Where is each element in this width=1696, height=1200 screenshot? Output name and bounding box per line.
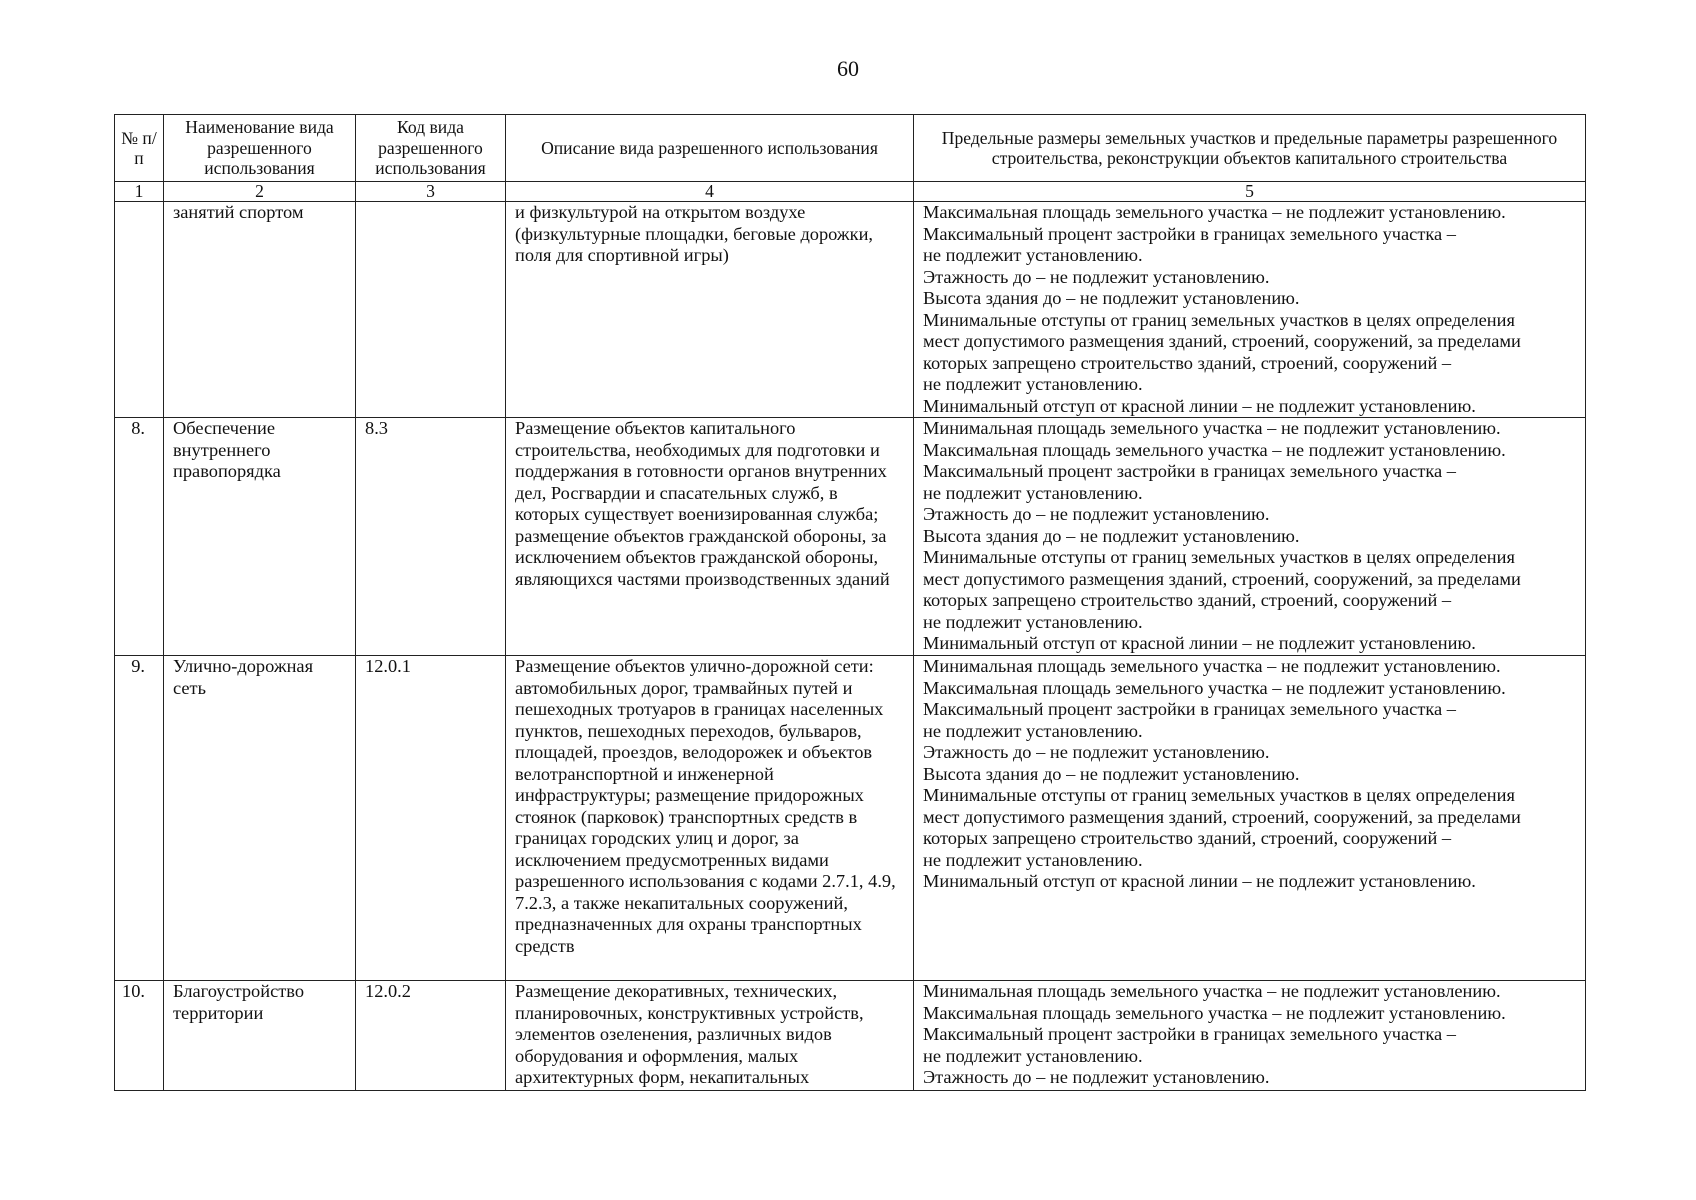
- limit-line: Максимальная площадь земельного участка – не подлежит установлению.: [923, 202, 1506, 222]
- land-use-table: [114, 114, 1586, 1091]
- use-code: [356, 202, 506, 418]
- limit-line: мест допустимого размещения зданий, строений, сооружений, за пределами: [923, 331, 1521, 351]
- header-use-name: Наименование вида разрешенного использования: [164, 115, 356, 182]
- row-number: 10.: [115, 981, 164, 1091]
- table-row: [115, 656, 1586, 981]
- use-limits: [914, 418, 1586, 656]
- limit-line: Этажность до – не подлежит установлению.: [923, 504, 1270, 524]
- use-code: 12.0.2: [356, 981, 506, 1091]
- use-name: Улично-дорожная сеть: [164, 656, 356, 981]
- limit-line: не подлежит установлению.: [923, 849, 1143, 870]
- limit-line: не подлежит установлению.: [923, 482, 1143, 503]
- limit-line: Минимальный отступ от красной линии – не подлежит установлению.: [923, 633, 1476, 653]
- limit-line: Максимальный процент застройки в границах земельного участка –: [923, 699, 1456, 719]
- use-description: и физкультурой на открытом воздухе (физкультурные площадки, беговые дорожки, поля для спортивной игры): [506, 202, 914, 418]
- row-number: [115, 202, 164, 418]
- use-limits: [914, 981, 1586, 1091]
- limit-line: которых запрещено строительство зданий, строений, сооружений –: [923, 590, 1452, 610]
- header-use-code: Код вида разрешенного использования: [356, 115, 506, 182]
- limit-line: не подлежит установлению.: [923, 1045, 1143, 1066]
- limit-line: Этажность до – не подлежит установлению.: [923, 266, 1270, 287]
- table-row: [115, 202, 1586, 418]
- use-code: 12.0.1: [356, 656, 506, 981]
- limit-line: Максимальный процент застройки в границах земельного участка –: [923, 1024, 1456, 1044]
- limit-line: Минимальный отступ от красной линии – не подлежит установлению.: [923, 395, 1476, 416]
- header-row: [115, 115, 1586, 182]
- column-number: 3: [356, 182, 506, 202]
- limit-line: Минимальные отступы от границ земельных участков в целях определения: [923, 547, 1515, 567]
- limit-line: не подлежит установлению.: [923, 720, 1143, 741]
- limit-line: не подлежит установлению.: [923, 374, 1143, 394]
- limit-line: Максимальный процент застройки в границах земельного участка –: [923, 223, 1456, 244]
- table-row: [115, 418, 1586, 656]
- header-limits: Предельные размеры земельных участков и предельные параметры разрешенного строительства, реконструкции объектов капитального строительства: [914, 115, 1586, 182]
- row-number: 9.: [115, 656, 164, 981]
- limit-line: Минимальная площадь земельного участка – не подлежит установлению.: [923, 656, 1501, 676]
- column-number: 5: [914, 182, 1586, 202]
- row-number: 8.: [115, 418, 164, 656]
- limit-line: Минимальный отступ от красной линии – не подлежит установлению.: [923, 871, 1476, 891]
- column-number-row: [115, 182, 1586, 202]
- limit-line: не подлежит установлению.: [923, 611, 1143, 632]
- limit-line: Высота здания до – не подлежит установлению.: [923, 763, 1300, 784]
- limit-line: Этажность до – не подлежит установлению.: [923, 1067, 1270, 1087]
- limit-line: мест допустимого размещения зданий, строений, сооружений, за пределами: [923, 568, 1521, 589]
- use-description: Размещение декоративных, технических, планировочных, конструктивных устройств, элементов озеленения, различных видов оборудования и оформления, малых архитектурных форм, некапитальных: [506, 981, 914, 1091]
- limit-line: которых запрещено строительство зданий, строений, сооружений –: [923, 352, 1452, 373]
- use-name: Обеспечение внутреннего правопорядка: [164, 418, 356, 656]
- limit-line: Максимальная площадь земельного участка – не подлежит установлению.: [923, 439, 1506, 460]
- use-code: 8.3: [356, 418, 506, 656]
- limit-line: Минимальная площадь земельного участка – не подлежит установлению.: [923, 418, 1501, 438]
- limit-line: Высота здания до – не подлежит установлению.: [923, 288, 1300, 308]
- limit-line: мест допустимого размещения зданий, строений, сооружений, за пределами: [923, 806, 1521, 827]
- use-name: Благоустройство территории: [164, 981, 356, 1091]
- column-number: 2: [164, 182, 356, 202]
- column-number: 1: [115, 182, 164, 202]
- limit-line: не подлежит установлению.: [923, 245, 1143, 265]
- use-description: Размещение объектов улично-дорожной сети: автомобильных дорог, трамвайных путей и пешеходных тротуаров в границах населенных пунктов, пешеходных переходов, бульваров, площадей, проездов, велодорожек и объектов велотранспортной и инженерной инфраструктуры; размещение придорожных стоянок (парковок) транспортных средств в границах городских улиц и дорог, за исключением предусмотренных видами разрешенного использования с кодами 2.7.1, 4.9, 7.2.3, а также некапитальных сооружений, предназначенных для охраны транспортных средств: [506, 656, 914, 981]
- limit-line: которых запрещено строительство зданий, строений, сооружений –: [923, 828, 1452, 848]
- limit-line: Максимальная площадь земельного участка – не подлежит установлению.: [923, 1002, 1506, 1023]
- page-number: 60: [837, 56, 859, 81]
- header-use-description: Описание вида разрешенного использования: [506, 115, 914, 182]
- table-row: [115, 981, 1586, 1091]
- use-limits: [914, 656, 1586, 981]
- limit-line: Максимальная площадь земельного участка – не подлежит установлению.: [923, 677, 1506, 698]
- use-description: Размещение объектов капитального строительства, необходимых для подготовки и поддержания в готовности органов внутренних дел, Росгвардии и спасательных служб, в которых существует военизированная служба; размещение объектов гражданской обороны, за исключением объектов гражданской обороны, являющихся частями производственных зданий: [506, 418, 914, 656]
- limit-line: Высота здания до – не подлежит установлению.: [923, 525, 1300, 546]
- column-number: 4: [506, 182, 914, 202]
- use-limits: [914, 202, 1586, 418]
- limit-line: Минимальные отступы от границ земельных участков в целях определения: [923, 785, 1515, 805]
- limit-line: Максимальный процент застройки в границах земельного участка –: [923, 461, 1456, 481]
- limit-line: Этажность до – не подлежит установлению.: [923, 742, 1270, 762]
- header-number: № п/п: [115, 115, 164, 182]
- limit-line: Минимальная площадь земельного участка – не подлежит установлению.: [923, 981, 1501, 1001]
- limit-line: Минимальные отступы от границ земельных участков в целях определения: [923, 309, 1515, 330]
- use-name: занятий спортом: [164, 202, 356, 418]
